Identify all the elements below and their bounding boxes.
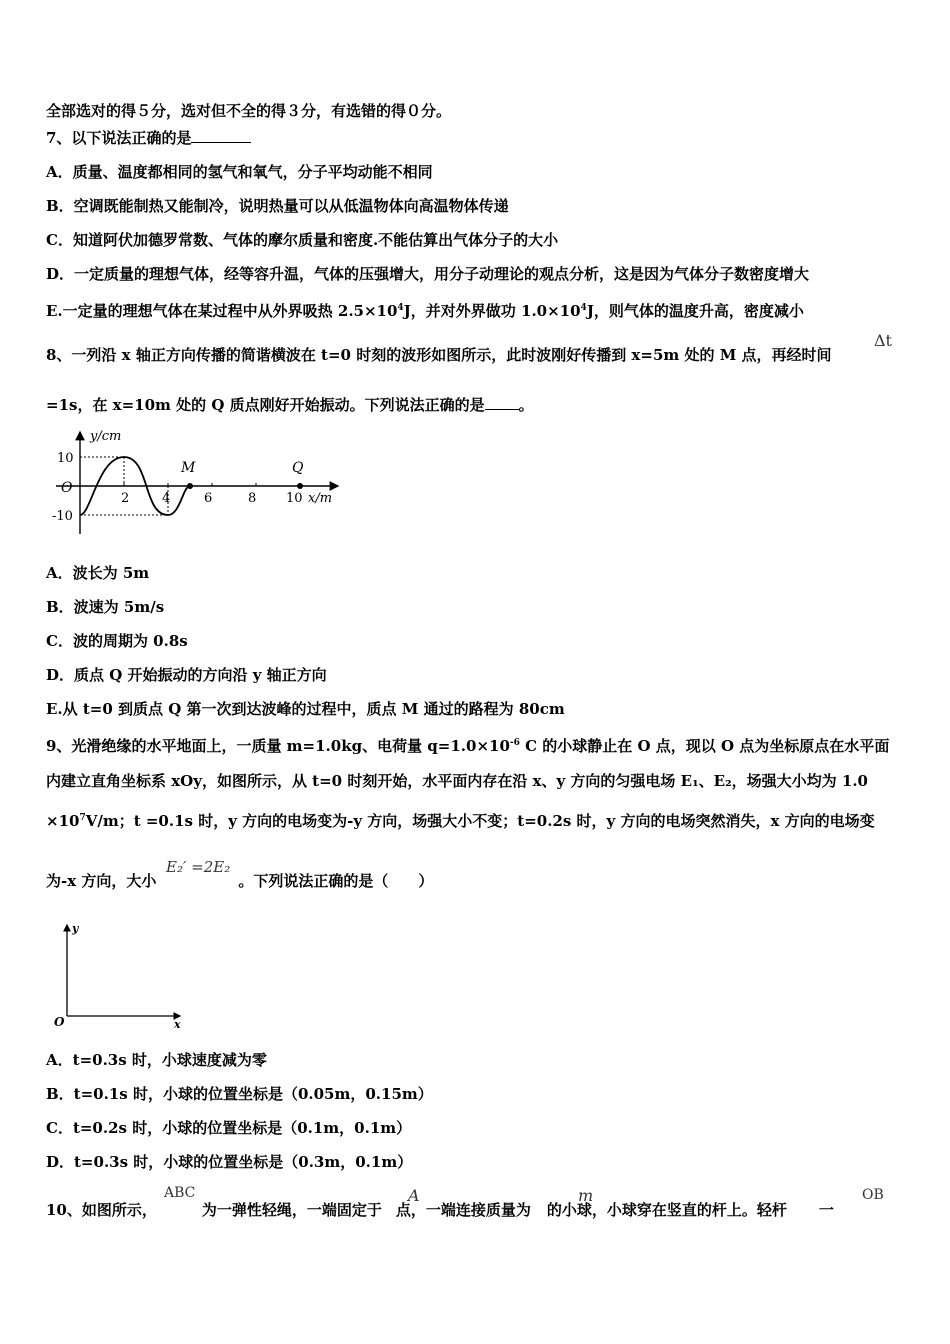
wave-figure bbox=[46, 426, 346, 541]
x-label: x bbox=[174, 1018, 181, 1031]
q9-line-4: 为-x 方向，大小 。下列说法正确的是（ ） bbox=[46, 872, 434, 890]
q7-option-b: B．空调既能制热又能制冷，说明热量可以从低温物体向高温物体传递 bbox=[46, 197, 509, 215]
q9-line-3: $\times 10^7V/m$；t =0.1s 时，y 方向的电场变为-y 方向，场强大小不变；t=0.2s 时，y 方向的电场突然消失，x 方向的电场变 bbox=[46, 812, 875, 830]
x-tick-8: 8 bbox=[248, 491, 257, 506]
q8-option-c: C．波的周期为 0.8s bbox=[46, 632, 188, 650]
q9-line-2: 内建立直角坐标系 xOy，如图所示，从 t=0 时刻开始，水平面内存在沿 x、y 方向的匀强电场 E₁、E₂，场强大小均为 1.0 bbox=[46, 772, 868, 790]
x-tick-2: 2 bbox=[121, 491, 130, 506]
q7-option-c: C．知道阿伏加德罗常数、气体的摩尔质量和密度.不能估算出气体分子的大小 bbox=[46, 231, 559, 249]
origin-label: O bbox=[54, 1015, 65, 1029]
x-tick-4: 4 bbox=[162, 491, 171, 506]
symbol-ob: OB bbox=[862, 1187, 884, 1203]
answer-blank bbox=[191, 128, 251, 143]
q8-option-e: E.从 t=0 到质点 Q 第一次到达波峰的过程中，质点 M 通过的路程为 80cm bbox=[46, 700, 565, 718]
q7-option-d: D．一定质量的理想气体，经等容升温，气体的压强增大，用分子动理论的观点分析，这是因为气体分子数密度增大 bbox=[46, 265, 810, 283]
point-m-dot bbox=[187, 483, 193, 489]
q9-line-1: 9、光滑绝缘的水平地面上，一质量 m=1.0kg、电荷量 $q=1.0\times 10^{-6}$ C 的小球静止在 O 点，现以 O 点为坐标原点在水平面 bbox=[46, 737, 890, 755]
symbol-m: m bbox=[578, 1186, 594, 1205]
q9-option-c: C．t=0.2s 时，小球的位置坐标是（0.1m，0.1m） bbox=[46, 1119, 412, 1137]
q9-option-a: A．t=0.3s 时，小球速度减为零 bbox=[46, 1051, 267, 1069]
e2-formula: E₂′ =2E₂ bbox=[166, 858, 231, 876]
point-q-label: Q bbox=[292, 460, 304, 476]
point-m-label: M bbox=[181, 460, 196, 476]
q9-option-b: B．t=0.1s 时，小球的位置坐标是（0.05m，0.15m） bbox=[46, 1085, 433, 1103]
q8-stem: 8、一列沿 x 轴正方向传播的简谐横波在 t=0 时刻的波形如图所示，此时波刚好传播到 x=5m 处的 M 点，再经时间 bbox=[46, 346, 832, 364]
point-q-dot bbox=[297, 483, 303, 489]
q8-stem-2: =1s，在 x=10m 处的 Q 质点刚好开始振动。下列说法正确的是 。 bbox=[46, 396, 534, 414]
q8-option-d: D．质点 Q 开始振动的方向沿 y 轴正方向 bbox=[46, 666, 327, 684]
q8-option-b: B．波速为 5m/s bbox=[46, 598, 165, 616]
symbol-a: A bbox=[408, 1186, 420, 1205]
symbol-abc: ABC bbox=[164, 1185, 196, 1201]
delta-t-symbol: Δt bbox=[874, 331, 892, 350]
q7-option-e: E.一定量的理想气体在某过程中从外界吸热 $2.5\times 10^4J$，并对外界做功 $1.0\times 10^4J$，则气体的温度升高，密度减小 bbox=[46, 302, 804, 320]
xoy-figure bbox=[46, 920, 196, 1032]
q8-option-a: A．波长为 5m bbox=[46, 564, 150, 582]
q10-stem: 10、如图所示， 为一弹性轻绳，一端固定于 点，一端连接质量为 的小球，小球穿在竖直的杆上。轻杆 一 bbox=[46, 1201, 834, 1219]
x-tick-10: 10 bbox=[286, 491, 303, 506]
x-axis-label: x/m bbox=[308, 491, 333, 506]
answer-blank bbox=[485, 395, 519, 410]
y-label: y bbox=[72, 922, 79, 935]
q7-stem: 7、以下说法正确的是 bbox=[46, 128, 251, 148]
y-tick-10: 10 bbox=[57, 451, 74, 466]
y-tick-neg10: -10 bbox=[52, 509, 73, 524]
y-axis-label: y/cm bbox=[90, 429, 122, 444]
x-tick-6: 6 bbox=[204, 491, 213, 506]
origin-label: O bbox=[61, 480, 73, 496]
q7-option-a: A．质量、温度都相同的氢气和氧气，分子平均动能不相同 bbox=[46, 163, 433, 181]
q9-option-d: D．t=0.3s 时，小球的位置坐标是（0.3m，0.1m） bbox=[46, 1153, 413, 1171]
scoring-intro: 全部选对的得５分，选对但不全的得３分，有选错的得０分。 bbox=[46, 102, 452, 120]
